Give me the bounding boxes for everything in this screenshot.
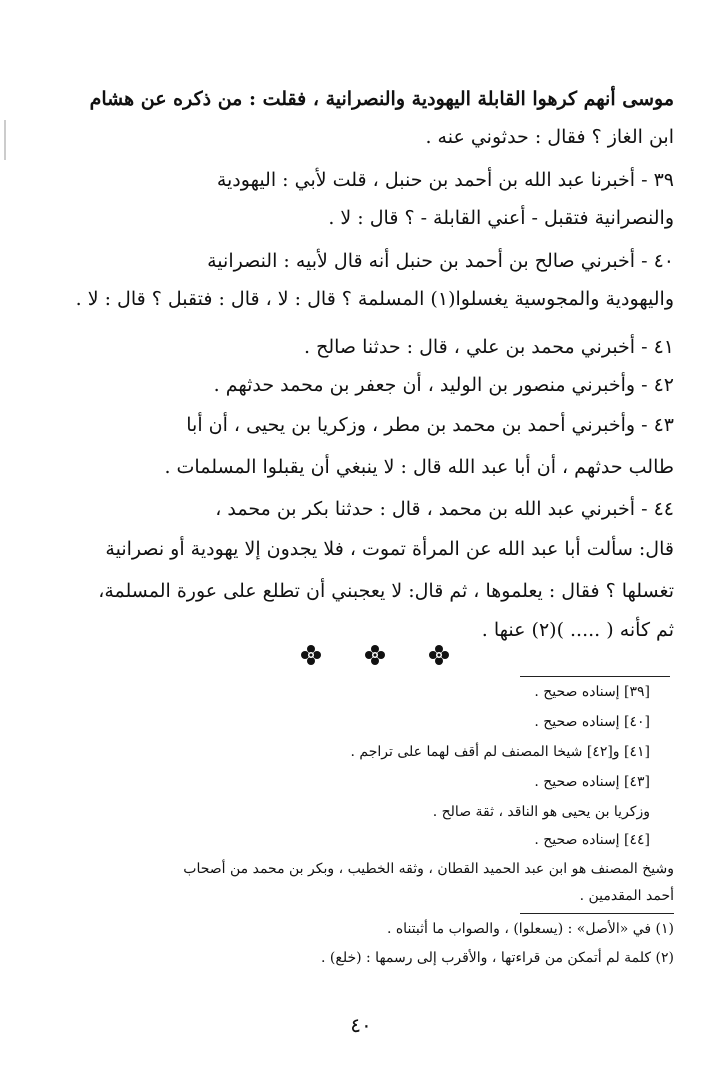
note-43: [٤٣] إسناده صحيح . (534, 774, 650, 790)
notes-rule (520, 676, 670, 677)
footnotes-rule (520, 913, 674, 914)
note-43-detail: وزكريا بن يحيى هو الناقد ، ثقة صالح . (432, 804, 650, 820)
section-ornaments (300, 640, 450, 670)
note-44: [٤٤] إسناده صحيح . (534, 832, 650, 848)
floral-ornament-icon (364, 644, 386, 666)
main-line-12: قال: سألت أبا عبد الله عن المرأة تموت ، فلا يجدون إلا يهودية أو نصرانية (105, 538, 674, 560)
note-40: [٤٠] إسناده صحيح . (534, 714, 650, 730)
main-line-9: ٤٣ - وأخبرني أحمد بن محمد بن مطر ، وزكريا بن يحيى ، أن أبا (186, 414, 674, 436)
main-line-13: تغسلها ؟ فقال : يعلموها ، ثم قال: لا يعجبني أن تطلع على عورة المسلمة، (98, 580, 674, 602)
main-line-1: موسى أنهم كرهوا القابلة اليهودية والنصرانية ، فقلت : من ذكره عن هشام (89, 88, 674, 110)
main-line-11: ٤٤ - أخبرني عبد الله بن محمد ، قال : حدثنا بكر بن محمد ، (215, 498, 674, 520)
main-line-3: ٣٩ - أخبرنا عبد الله بن أحمد بن حنبل ، قلت لأبي : اليهودية (216, 169, 674, 191)
main-line-2: ابن الغاز ؟ فقال : حدثوني عنه . (425, 126, 674, 148)
floral-ornament-icon (428, 644, 450, 666)
footnote-1: (١) في «الأصل» : (يسعلوا) ، والصواب ما أثبتناه . (386, 921, 674, 937)
main-line-14: ثم كأنه ( ..... )(٢) عنها . (481, 619, 674, 641)
note-39: [٣٩] إسناده صحيح . (534, 684, 650, 700)
footnote-2: (٢) كلمة لم أتمكن من قراءتها ، والأقرب إلى رسمها : (خلع) . (321, 950, 674, 966)
main-line-5: ٤٠ - أخبرني صالح بن أحمد بن حنبل أنه قال لأبيه : النصرانية (207, 250, 674, 272)
main-line-4: والنصرانية فتقبل - أعني القابلة - ؟ قال : لا . (328, 207, 674, 229)
main-line-6: واليهودية والمجوسية يغسلوا(١) المسلمة ؟ قال : لا ، قال : فتقبل ؟ قال : لا . (75, 288, 674, 310)
floral-ornament-icon (300, 644, 322, 666)
note-44-detail-cont: أحمد المقدمين . (579, 888, 674, 904)
note-41-42: [٤١] و[٤٢] شيخا المصنف لم أقف لهما على تراجم . (350, 744, 650, 760)
main-line-8: ٤٢ - وأخبرني منصور بن الوليد ، أن جعفر بن محمد حدثهم . (213, 374, 674, 396)
scan-margin-mark (4, 120, 6, 160)
page-number: ٤٠ (350, 1013, 372, 1037)
main-line-7: ٤١ - أخبرني محمد بن علي ، قال : حدثنا صالح . (303, 336, 674, 358)
note-44-detail: وشيخ المصنف هو ابن عبد الحميد القطان ، وثقه الخطيب ، وبكر بن محمد من أصحاب (183, 861, 674, 877)
main-line-10: طالب حدثهم ، أن أبا عبد الله قال : لا ينبغي أن يقبلوا المسلمات . (164, 456, 674, 478)
